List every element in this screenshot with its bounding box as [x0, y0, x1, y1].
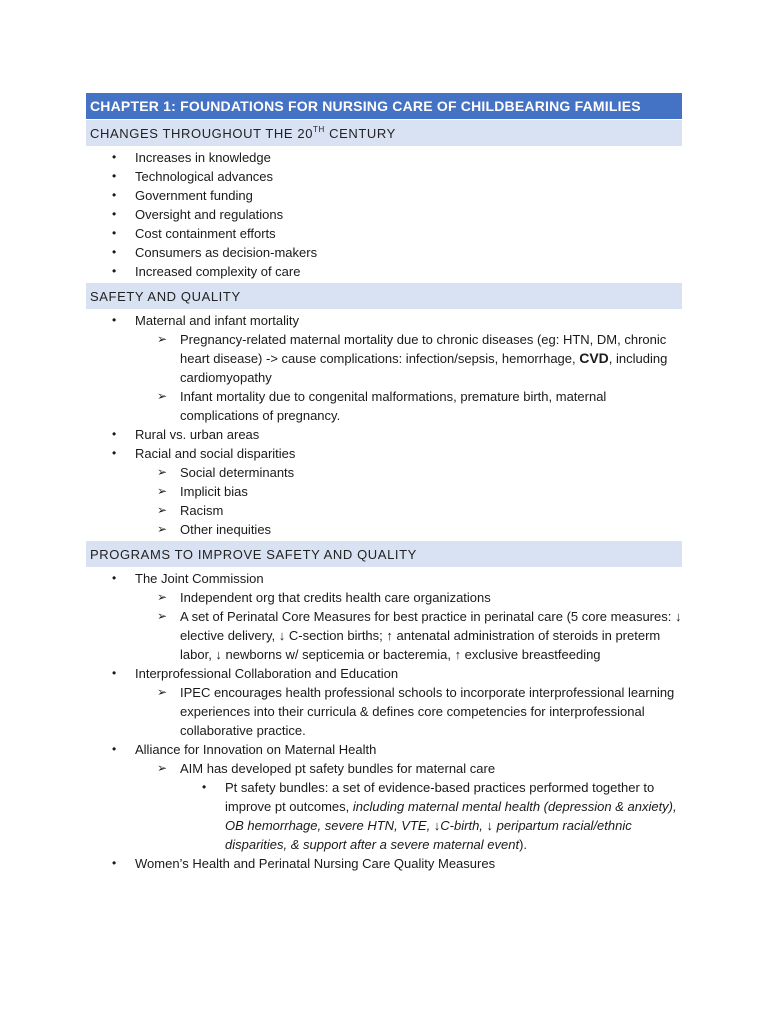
arrow-bullet-icon: ➢ [157, 389, 168, 403]
section-heading-programs: PROGRAMS TO IMPROVE SAFETY AND QUALITY [86, 541, 682, 567]
list-item [86, 387, 682, 425]
list-item [86, 759, 682, 778]
list-item [86, 262, 682, 281]
bullet-icon: • [112, 427, 117, 441]
item-text: Interprofessional Collaboration and Education [135, 666, 399, 681]
safety-list [86, 309, 682, 540]
list-item [86, 778, 682, 854]
changes-list [86, 146, 682, 282]
item-text: Consumers as decision-makers [135, 245, 318, 260]
arrow-bullet-icon: ➢ [157, 503, 168, 517]
item-text: Independent org that credits health care organizations [180, 590, 491, 605]
list-item [86, 243, 682, 262]
item-text: Racism [180, 503, 224, 518]
chapter-title: CHAPTER 1: FOUNDATIONS FOR NURSING CARE OF CHILDBEARING FAMILIES [86, 93, 682, 119]
item-text: Technological advances [135, 169, 274, 184]
item-text: Oversight and regulations [135, 207, 284, 222]
arrow-bullet-icon: ➢ [157, 465, 168, 479]
list-item [86, 664, 682, 683]
bullet-icon: • [112, 264, 117, 278]
item-text: Racial and social disparities [135, 446, 296, 461]
bullet-icon: • [112, 666, 117, 680]
item-text: , including cardiomyopathy [180, 351, 668, 385]
list-item [86, 444, 682, 463]
item-text: Pregnancy-related maternal mortality due to chronic diseases (eg: HTN, DM, chronic heart disease) -> cause complications: infection/sepsis, hemorrhage, [180, 332, 667, 366]
arrow-bullet-icon: ➢ [157, 609, 168, 623]
list-item [86, 501, 682, 520]
arrow-bullet-icon: ➢ [157, 332, 168, 346]
arrow-bullet-icon: ➢ [157, 522, 168, 536]
bullet-icon: • [202, 780, 207, 794]
list-item [86, 463, 682, 482]
item-text: Cost containment efforts [135, 226, 276, 241]
item-text: Social determinants [180, 465, 295, 480]
item-text: Rural vs. urban areas [135, 427, 260, 442]
item-text: Other inequities [180, 522, 272, 537]
bullet-icon: • [112, 313, 117, 327]
superscript: TH [313, 125, 325, 134]
item-text: Increased complexity of care [135, 264, 301, 279]
item-text: The Joint Commission [135, 571, 264, 586]
bullet-icon: • [112, 742, 117, 756]
item-text: AIM has developed pt safety bundles for maternal care [180, 761, 496, 776]
bullet-icon: • [112, 856, 117, 870]
item-text: ). [519, 837, 528, 852]
list-item [86, 482, 682, 501]
list-item [86, 224, 682, 243]
arrow-bullet-icon: ➢ [157, 685, 168, 699]
heading-text: CENTURY [324, 126, 396, 141]
bullet-icon: • [112, 571, 117, 585]
list-item [86, 205, 682, 224]
item-text: Maternal and infant mortality [135, 313, 300, 328]
item-text: Pt safety bundles: a set of evidence-based practices performed together to improve pt outcomes, [225, 780, 655, 814]
bullet-icon: • [112, 169, 117, 183]
item-text: A set of Perinatal Core Measures for best practice in perinatal care (5 core measures: ↓ elective delivery, ↓ C-section births; ↑ antenatal administration of steroids in preterm labor, ↓ newborns w/ septicemia or bacteremia, ↑ exclusive breastfeeding [180, 609, 682, 662]
list-item [86, 330, 682, 387]
list-item [86, 740, 682, 759]
list-item [86, 148, 682, 167]
item-text: Increases in knowledge [135, 150, 271, 165]
arrow-bullet-icon: ➢ [157, 761, 168, 775]
list-item [86, 569, 682, 588]
arrow-bullet-icon: ➢ [157, 590, 168, 604]
list-item [86, 588, 682, 607]
list-item [86, 520, 682, 539]
heading-text: CHANGES THROUGHOUT THE 20 [90, 126, 314, 141]
list-item [86, 186, 682, 205]
list-item [86, 167, 682, 186]
bullet-icon: • [112, 188, 117, 202]
bullet-icon: • [112, 207, 117, 221]
item-text: Alliance for Innovation on Maternal Health [135, 742, 377, 757]
list-item [86, 425, 682, 444]
bullet-icon: • [112, 245, 117, 259]
item-text: Women’s Health and Perinatal Nursing Care Quality Measures [135, 856, 496, 871]
document-page [86, 93, 682, 874]
programs-list [86, 567, 682, 874]
italic-text: including maternal mental health (depression & anxiety), OB hemorrhage, severe HTN, VTE, ↓C-birth, ↓ peripartum racial/ethnic disparities, & support after a severe maternal event [225, 799, 677, 852]
list-item [86, 854, 682, 873]
item-text: IPEC encourages health professional schools to incorporate interprofessional learning experiences into their curricula & defines core competencies for interprofessional collaborative practice. [180, 685, 675, 738]
list-item [86, 683, 682, 740]
item-text: Infant mortality due to congenital malformations, premature birth, maternal complications of pregnancy. [180, 389, 607, 423]
item-text: Implicit bias [180, 484, 248, 499]
bullet-icon: • [112, 226, 117, 240]
section-heading-changes [86, 120, 682, 146]
section-heading-safety: SAFETY AND QUALITY [86, 283, 682, 309]
bold-term: CVD [579, 350, 609, 366]
list-item [86, 607, 682, 664]
list-item [86, 311, 682, 330]
bullet-icon: • [112, 150, 117, 164]
item-text: Government funding [135, 188, 253, 203]
arrow-bullet-icon: ➢ [157, 484, 168, 498]
bullet-icon: • [112, 446, 117, 460]
